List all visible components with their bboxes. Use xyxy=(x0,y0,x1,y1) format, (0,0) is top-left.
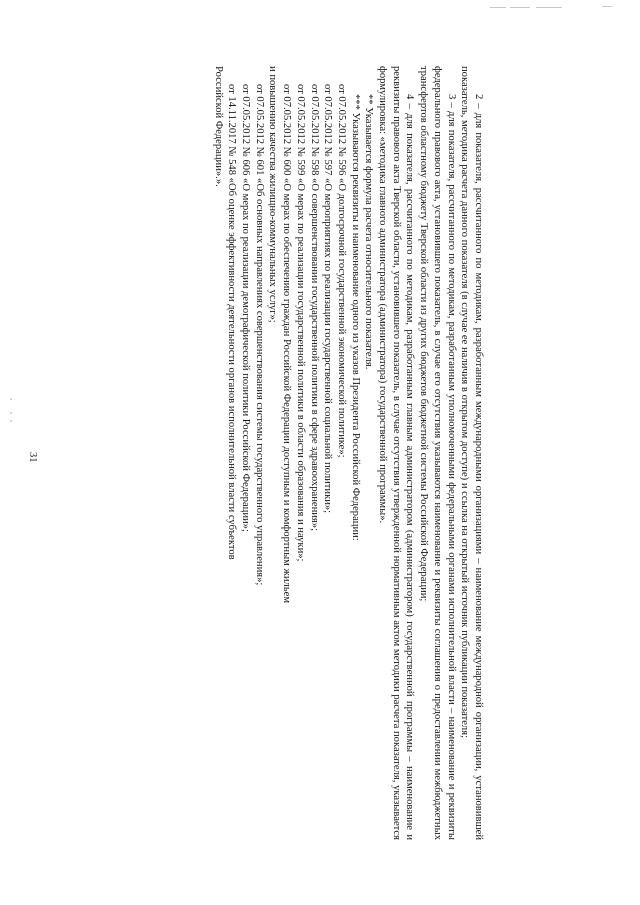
decree-item: от 07.05.2012 № 599 «О мерах по реализации государственной политики в области образования и науки»; xyxy=(294,84,306,562)
scan-artifact xyxy=(10,420,12,422)
paragraph-methodology-international: 2 – для показателя, рассчитанного по методикам, разработанным международными организациями – наименование международной организации, установившей показатель, методика расчета данного показателя (в случае ее наличия в открытом доступе) и ссылка на открытый источник публикации показателя; xyxy=(459,66,484,840)
decree-item: от 07.05.2012 № 597 «О мероприятиях по реализации государственной социальной политики»; xyxy=(322,84,334,514)
decree-item-continuation: Российской Федерации».». xyxy=(212,66,224,187)
decree-item: от 07.05.2012 № 596 «О долгосрочной государственной экономической политике»; xyxy=(335,84,347,458)
paragraph-methodology-regional: 4 – для показателя, рассчитанного по методикам, разработанным главным администратором (администратором) государственной программы – наименование и реквизиты правового акта Тверской области, установившего показатель, в случае отсутствия утвержденной нормативным актом методики расчета показателя, указывается формулировка: «методика главного администратора (администратора) государственной программы». xyxy=(377,66,416,840)
decree-item-continuation: и повышению качества жилищно-коммунальных услуг»; xyxy=(267,66,279,323)
decree-item: от 07.05.2012 № 600 «О мерах по обеспечению граждан Российской Федерации доступным и комфортным жильем xyxy=(281,84,293,604)
decree-item: от 07.05.2012 № 601 «Об основных направлениях совершенствования системы государственного управления»; xyxy=(253,84,265,586)
scan-artifact xyxy=(602,6,612,7)
paragraph-methodology-federal: 3 – для показателя, рассчитанного по методикам, разработанным уполномоченными федеральными органами исполнительной власти – наименование и реквизиты федерального правового акта, установившего показатель, в случае его отсутствия указываются наименование и реквизиты соглашения о предоставлении межбюджетных трансфертов областному бюджету Тверской области из других бюджетов бюджетной системы Российской Федерации; xyxy=(418,66,457,840)
footnote-decrees: *** Указываются реквизиты и наименование одного из указов Президента Российской Федерации: xyxy=(349,94,361,541)
decree-item: от 14.11.2017 № 548 «Об оценке эффективности деятельности органов исполнительной власти субъектов xyxy=(226,84,238,560)
document-body xyxy=(85,66,485,840)
decree-item: от 07.05.2012 № 598 «О совершенствовании государственной политики в сфере здравоохранения»; xyxy=(308,84,320,532)
page-number: 31 xyxy=(27,452,38,463)
scan-artifact xyxy=(10,412,12,414)
scan-artifact xyxy=(536,7,562,8)
scan-artifact xyxy=(490,7,506,8)
decree-item: от 07.05.2012 № 606 «О мерах по реализации демографической политики Российской Федерации»; xyxy=(240,84,252,532)
scan-artifact xyxy=(510,7,530,8)
footnote-formula: ** Указывается формула расчета относительного показателя. xyxy=(363,94,375,370)
scan-artifact xyxy=(10,398,12,400)
